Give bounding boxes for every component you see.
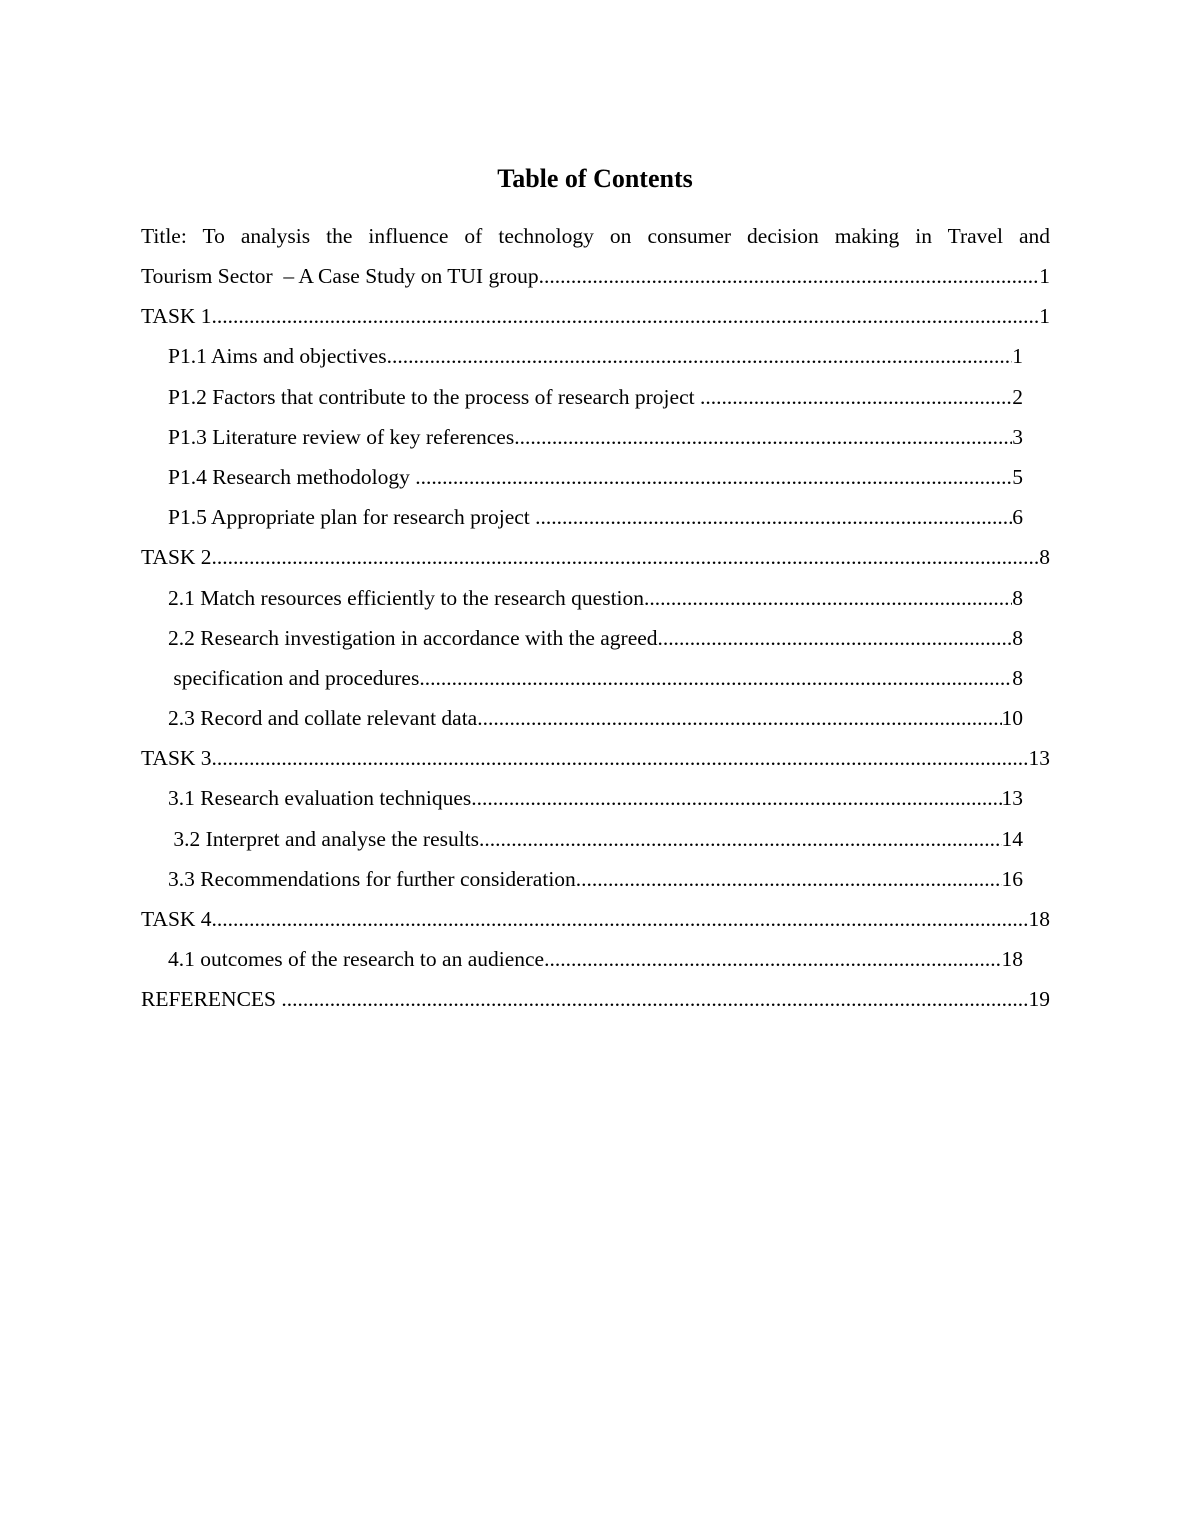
dot-leader: [477, 698, 1001, 738]
toc-page-number: 1: [1039, 304, 1050, 329]
toc-entry-2-1[interactable]: [141, 578, 1023, 618]
toc-intro-line[interactable]: Title: To analysis the influence of technology on consumer decision making in Travel and: [141, 224, 1050, 248]
toc-entry-p1-5[interactable]: [141, 497, 1023, 537]
dot-leader: [212, 899, 1029, 939]
toc-entry-task-4[interactable]: [141, 899, 1050, 939]
dot-leader: [281, 979, 1028, 1019]
toc-entry-2-3[interactable]: [141, 698, 1023, 738]
toc-page-number: 8: [1039, 545, 1050, 570]
toc-entry-task-2[interactable]: [141, 537, 1050, 577]
toc-page-number: 16: [1001, 866, 1023, 891]
toc-page-number: 5: [1012, 464, 1023, 489]
toc-entry-label: TASK 2: [141, 545, 212, 570]
dot-leader: [514, 417, 1012, 457]
toc-heading: Table of Contents: [497, 164, 693, 193]
dot-leader: [535, 497, 1012, 537]
toc-entry-label: 3.1 Research evaluation techniques: [168, 786, 472, 811]
dot-leader: [471, 778, 1001, 818]
toc-page-number: 3: [1012, 424, 1023, 449]
toc-entry-label: P1.2 Factors that contribute to the process of research project: [168, 384, 700, 409]
toc-page-number: 8: [1012, 625, 1023, 650]
toc-entry-label: specification and procedures: [168, 665, 420, 690]
toc-list: [141, 216, 1050, 1020]
dot-leader: [479, 819, 1001, 859]
toc-entry-3-2[interactable]: [141, 819, 1023, 859]
toc-page-number: 13: [1001, 786, 1023, 811]
toc-page-number: 1: [1012, 344, 1023, 369]
toc-entry-label: Tourism Sector – A Case Study on TUI group: [141, 264, 539, 288]
dot-leader: [700, 377, 1012, 417]
dot-leader: [644, 578, 1012, 618]
toc-entry-label: P1.1 Aims and objectives: [168, 344, 387, 369]
toc-entry-references[interactable]: [141, 979, 1050, 1019]
toc-entry-p1-1[interactable]: [141, 336, 1023, 376]
toc-page-number: 8: [1012, 665, 1023, 690]
toc-entry-label: P1.3 Literature review of key references: [168, 424, 515, 449]
toc-entry-p1-3[interactable]: [141, 417, 1023, 457]
dot-leader: [212, 738, 1029, 778]
toc-page-number: 2: [1012, 384, 1023, 409]
toc-entry-label: P1.4 Research methodology: [168, 464, 416, 489]
toc-entry-label: 2.1 Match resources efficiently to the research question: [168, 585, 645, 610]
toc-page-number: 19: [1028, 987, 1050, 1012]
toc-entry-task-3[interactable]: [141, 738, 1050, 778]
toc-entry-task-1[interactable]: [141, 296, 1050, 336]
toc-entry-label: 2.3 Record and collate relevant data: [168, 706, 478, 731]
toc-entry-3-3[interactable]: [141, 859, 1023, 899]
toc-entry-label: 3.3 Recommendations for further consideration: [168, 866, 576, 891]
toc-entry-p1-2[interactable]: [141, 377, 1023, 417]
toc-page-number: 14: [1001, 826, 1023, 851]
dot-leader: [387, 336, 1013, 376]
dot-leader: [419, 658, 1012, 698]
toc-entry-3-1[interactable]: [141, 778, 1023, 818]
dot-leader: [212, 537, 1040, 577]
dot-leader: [539, 256, 1040, 296]
toc-page-number: 18: [1001, 947, 1023, 972]
toc-entry-label: REFERENCES: [141, 987, 282, 1012]
toc-entry-label: TASK 3: [141, 746, 212, 771]
toc-entry-label: TASK 1: [141, 304, 212, 329]
toc-entry-label: 4.1 outcomes of the research to an audience: [168, 947, 545, 972]
toc-entry-title[interactable]: [141, 256, 1050, 296]
toc-page-number: 18: [1028, 907, 1050, 931]
dot-leader: [544, 939, 1001, 979]
toc-page-number: 8: [1012, 585, 1023, 610]
toc-entry-label: TASK 4: [141, 907, 212, 931]
dot-leader: [212, 296, 1040, 336]
toc-entry-2-2[interactable]: [141, 618, 1023, 658]
toc-page-number: 6: [1012, 505, 1023, 530]
toc-page-number: 1: [1039, 264, 1050, 288]
toc-entry-4-1[interactable]: [141, 939, 1023, 979]
toc-entry-p1-4[interactable]: [141, 457, 1023, 497]
dot-leader: [415, 457, 1012, 497]
toc-entry-label: 3.2 Interpret and analyse the results: [168, 826, 480, 851]
dot-leader: [658, 618, 1013, 658]
toc-page-number: 10: [1001, 706, 1023, 731]
toc-entry-2-2-cont[interactable]: [141, 658, 1023, 698]
toc-page-number: 13: [1028, 746, 1050, 771]
toc-entry-label: P1.5 Appropriate plan for research project: [168, 505, 536, 530]
dot-leader: [576, 859, 1002, 899]
toc-entry-label: 2.2 Research investigation in accordance with the agreed: [168, 625, 658, 650]
